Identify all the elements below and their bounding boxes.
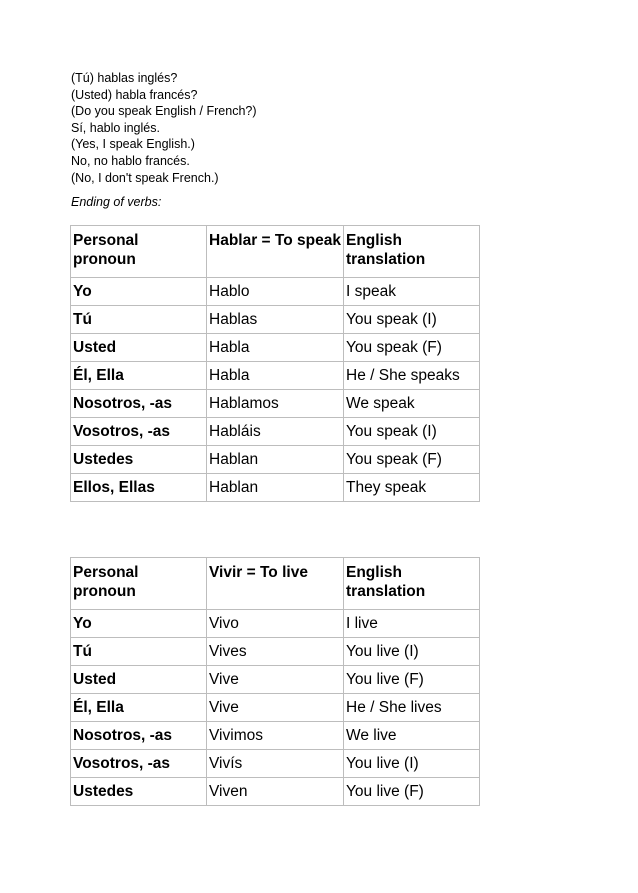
pronoun-cell: Tú: [71, 638, 207, 666]
table-header-row: [71, 226, 480, 278]
translation-cell: You live (F): [344, 778, 480, 806]
conjugation-cell: Vivís: [207, 750, 344, 778]
intro-line: Sí, hablo inglés.: [71, 120, 160, 135]
ending-of-verbs-label: Ending of verbs:: [71, 195, 162, 209]
table-row: [71, 722, 480, 750]
pronoun-cell: Usted: [71, 334, 207, 362]
translation-cell: You speak (F): [344, 334, 480, 362]
pronoun-cell: Vosotros, -as: [71, 418, 207, 446]
conjugation-cell: Vives: [207, 638, 344, 666]
table-row: [71, 362, 480, 390]
table-row: [71, 610, 480, 638]
translation-cell: He / She speaks: [344, 362, 480, 390]
translation-cell: You live (F): [344, 666, 480, 694]
conjugation-cell: Vive: [207, 694, 344, 722]
intro-line: No, no hablo francés.: [71, 153, 190, 168]
translation-cell: You speak (F): [344, 446, 480, 474]
pronoun-cell: Él, Ella: [71, 694, 207, 722]
header-verb: Vivir = To live: [207, 558, 344, 610]
table-row: [71, 638, 480, 666]
conjugation-cell: Vive: [207, 666, 344, 694]
table-row: [71, 334, 480, 362]
translation-cell: They speak: [344, 474, 480, 502]
translation-cell: He / She lives: [344, 694, 480, 722]
intro-line: (Yes, I speak English.): [71, 137, 195, 152]
conjugation-cell: Hablamos: [207, 390, 344, 418]
pronoun-cell: Usted: [71, 666, 207, 694]
table-row: [71, 306, 480, 334]
conjugation-cell: Hablas: [207, 306, 344, 334]
conjugation-cell: Hablan: [207, 446, 344, 474]
translation-cell: You live (I): [344, 750, 480, 778]
intro-phrases: [71, 70, 257, 186]
table-row: [71, 278, 480, 306]
pronoun-cell: Nosotros, -as: [71, 722, 207, 750]
pronoun-cell: Nosotros, -as: [71, 390, 207, 418]
header-english-translation: English translation: [344, 558, 480, 610]
pronoun-cell: Vosotros, -as: [71, 750, 207, 778]
translation-cell: You speak (I): [344, 306, 480, 334]
header-personal-pronoun: Personal pronoun: [71, 558, 207, 610]
hablar-conjugation-table: [70, 225, 480, 502]
table-row: [71, 418, 480, 446]
conjugation-cell: Hablo: [207, 278, 344, 306]
pronoun-cell: Ellos, Ellas: [71, 474, 207, 502]
table-row: [71, 750, 480, 778]
intro-line: (Tú) hablas inglés?: [71, 71, 178, 85]
pronoun-cell: Yo: [71, 610, 207, 638]
conjugation-cell: Habláis: [207, 418, 344, 446]
conjugation-cell: Viven: [207, 778, 344, 806]
table-row: [71, 390, 480, 418]
conjugation-cell: Vivo: [207, 610, 344, 638]
table-row: [71, 694, 480, 722]
translation-cell: You live (I): [344, 638, 480, 666]
translation-cell: You speak (I): [344, 418, 480, 446]
table-row: [71, 778, 480, 806]
table-row: [71, 474, 480, 502]
pronoun-cell: Yo: [71, 278, 207, 306]
table-header-row: [71, 558, 480, 610]
header-english-translation: English translation: [344, 226, 480, 278]
table-row: [71, 446, 480, 474]
table-row: [71, 666, 480, 694]
pronoun-cell: Ustedes: [71, 778, 207, 806]
pronoun-cell: Tú: [71, 306, 207, 334]
pronoun-cell: Él, Ella: [71, 362, 207, 390]
conjugation-cell: Habla: [207, 334, 344, 362]
translation-cell: We live: [344, 722, 480, 750]
conjugation-cell: Hablan: [207, 474, 344, 502]
vivir-conjugation-table: [70, 557, 480, 806]
conjugation-cell: Vivimos: [207, 722, 344, 750]
intro-line: (Do you speak English / French?): [71, 104, 257, 119]
translation-cell: We speak: [344, 390, 480, 418]
intro-line: (Usted) habla francés?: [71, 87, 198, 102]
pronoun-cell: Ustedes: [71, 446, 207, 474]
header-verb: Hablar = To speak: [207, 226, 344, 278]
translation-cell: I speak: [344, 278, 480, 306]
header-personal-pronoun: Personal pronoun: [71, 226, 207, 278]
translation-cell: I live: [344, 610, 480, 638]
intro-line: (No, I don't speak French.): [71, 170, 219, 185]
conjugation-cell: Habla: [207, 362, 344, 390]
